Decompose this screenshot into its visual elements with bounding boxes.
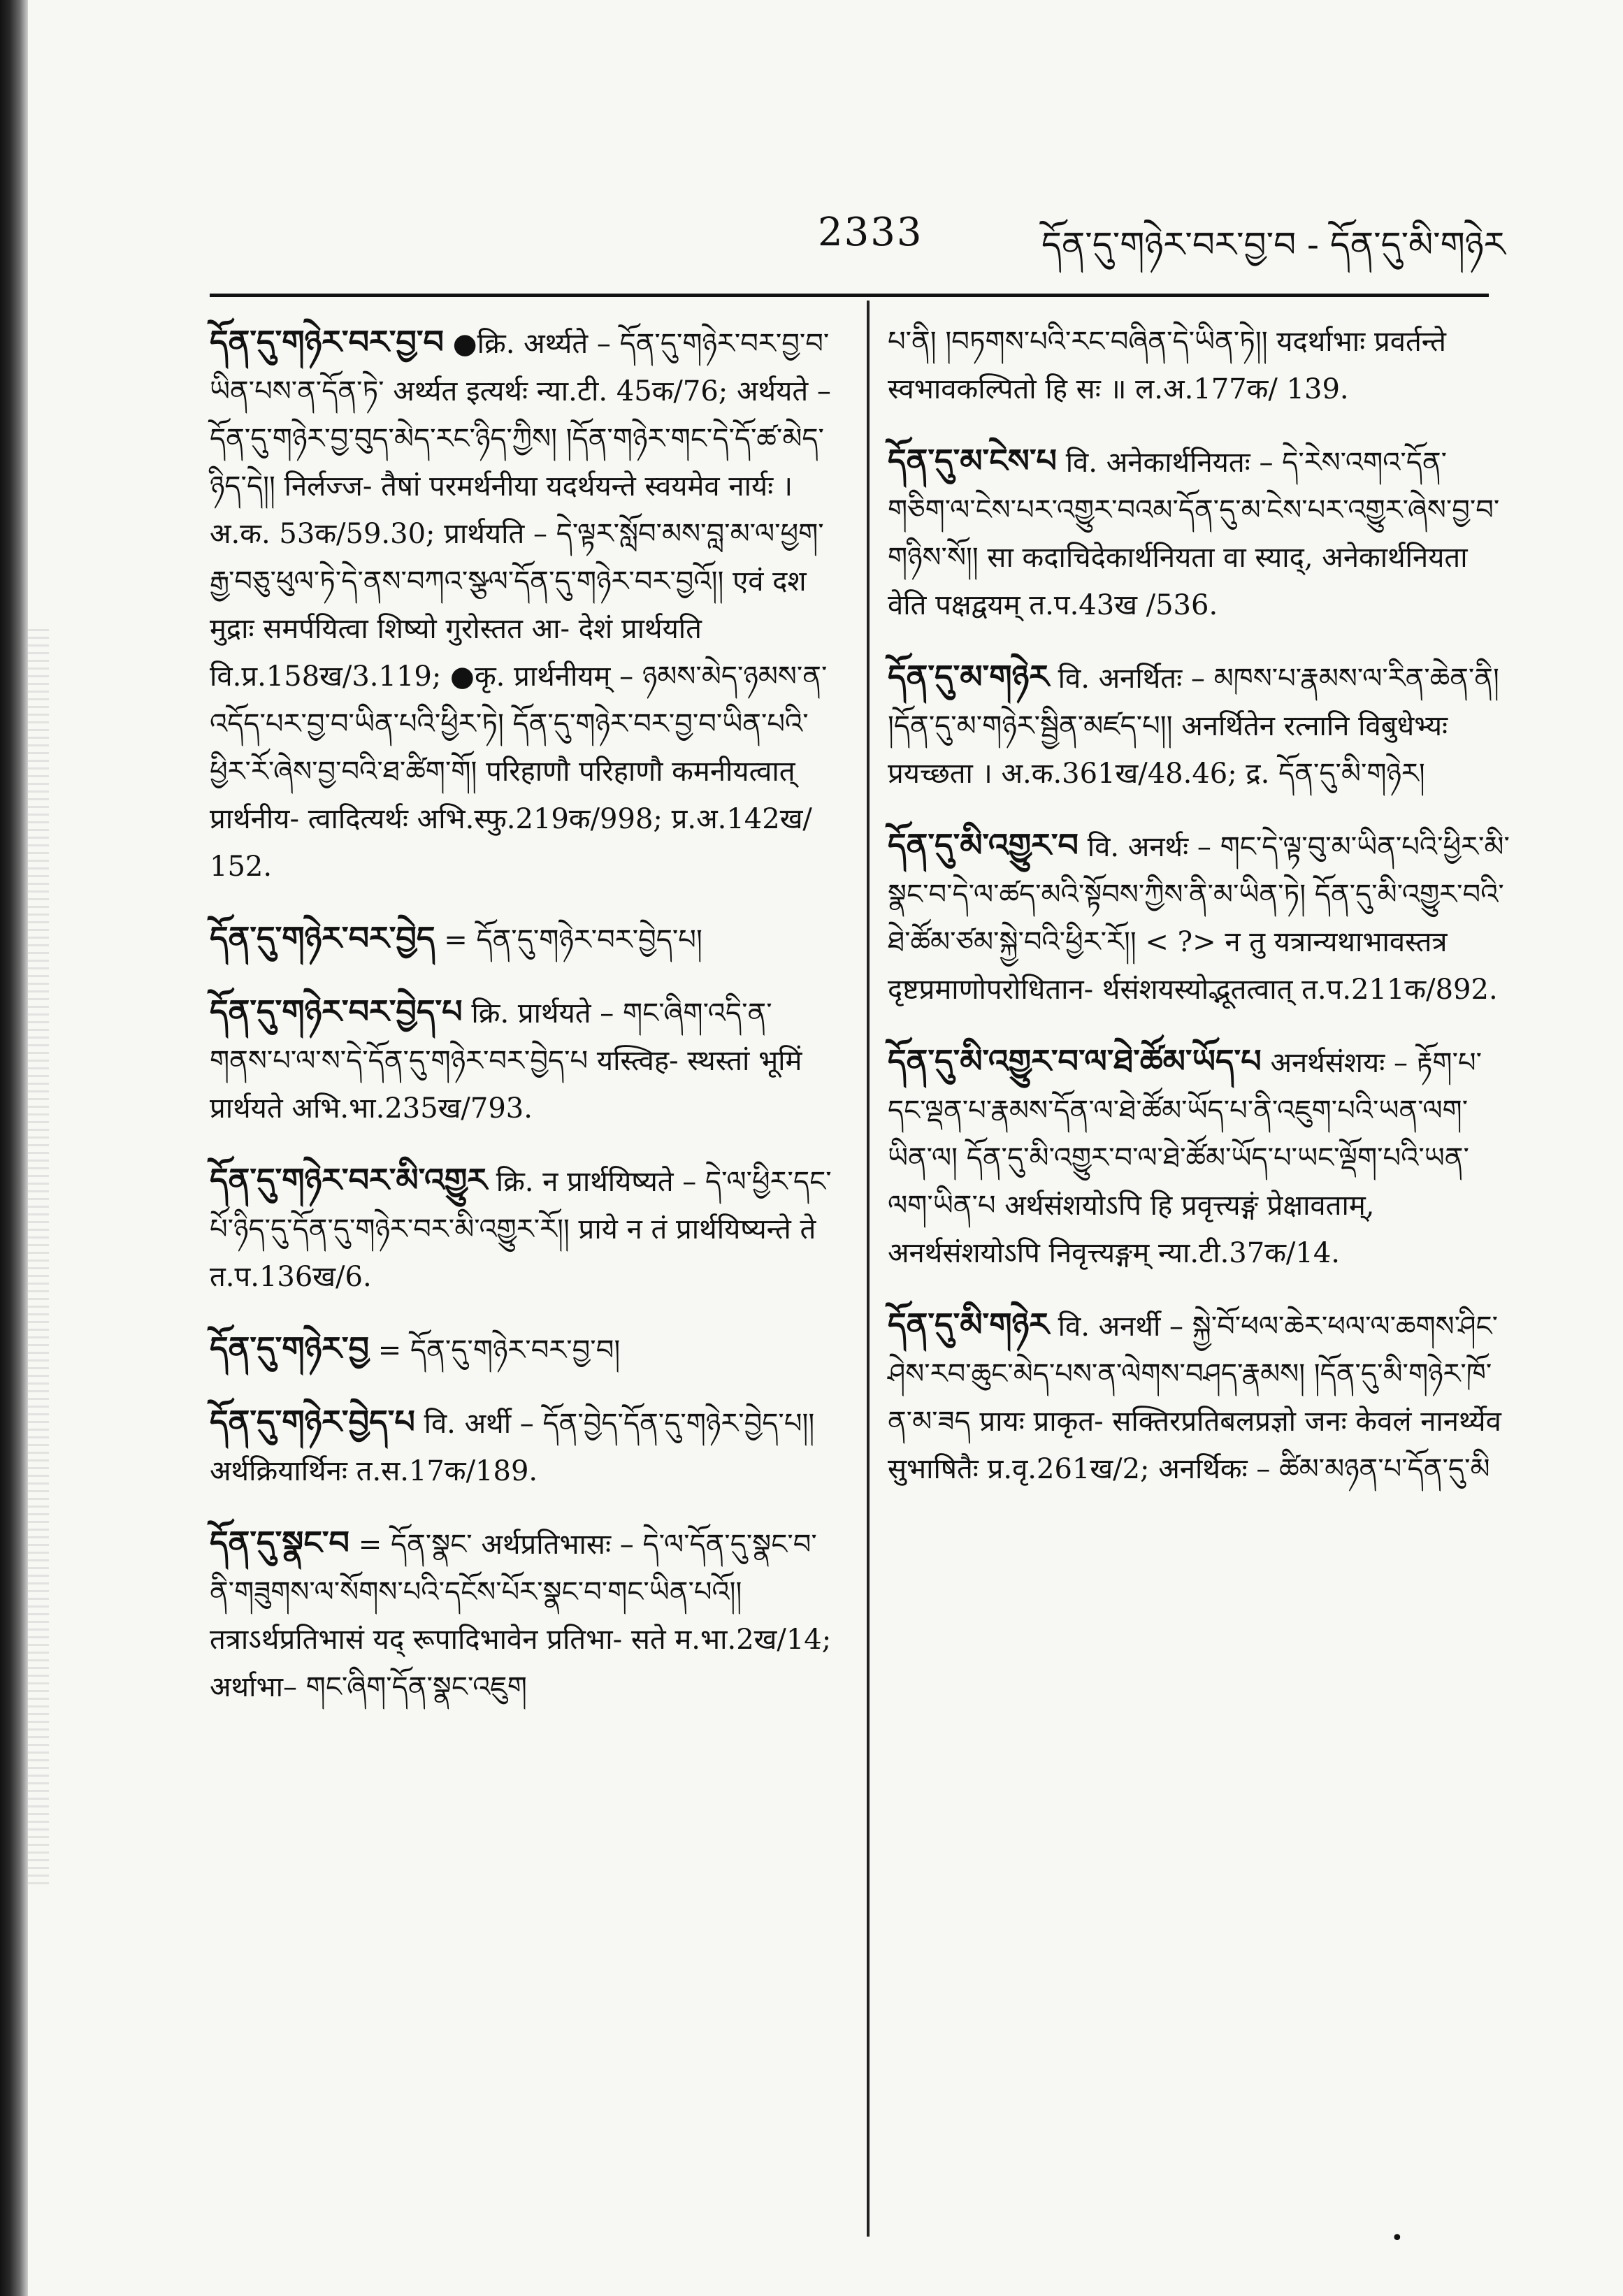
entry-headword: དོན་དུ་མི་གཉེར bbox=[888, 1306, 1049, 1343]
entry-text: क्रि. प्रार्थयते – གང་ཞིག་འདི་ན་གནས་པ་ལ་ས་དེ་དོན་དུ་གཉེར་བར་བྱེད་པ यस्त्विह- bbox=[210, 997, 772, 1077]
entry-text: रत्नानि विबुधेभ्यः प्रयच्छता । अ.क.361ख/48.46; द्र. དོན་དུ་མི་གཉེར། bbox=[888, 710, 1448, 790]
entry-text: सक्तिरप्रतिबलप्रज्ञो जनः केवलं नानर्थ्येव सुभाषितैः प्र.वृ.261ख/2; अनर्थिकः – ཚིམ་མཉན་པ་དོན་དུ་མི bbox=[888, 1406, 1501, 1485]
entry-text: अनर्थसंशयः – རྟོག་པ་དང་ལྡན་པ་རྣམས་དོན་ལ་ཐེ་ཚོམ་ཡོད་པ་ནི་འཇུག་པའི་ཡན་ལག་ཡིན་ལ། དོན་དུ་མི་འགྱུར་བ་ལ་ཐེ་ཚོམ་ཡོད་པ་ཡང་ལྡོག་པའི་ཡན་ལག་ཡིན་པ अर्थसंशयोऽपि हि bbox=[888, 1047, 1483, 1222]
entry-headword: དོན་དུ་མི་འགྱུར་བ་ལ་ཐེ་ཚོམ་ཡོད་པ bbox=[888, 1042, 1262, 1080]
dictionary-entry bbox=[210, 1519, 832, 1711]
entry-text: देशं प्रार्थयति वि.प्र.158ख/3.119; ●कृ. प्रार्थनीयम् – ཉམས་མེད་ཉམས་ན་འདོད་པར་བྱ་བ་ཡིན་པའི་ཕྱིར་ཏེ། དོན་དུ་གཉེར་བར་བྱ་བ་ཡིན་པའི་ཕྱིར་རོ་ཞེས་བྱ་བའི་ཐ་ཚིག་གོ། परिहाणौ परिहाणौ कमनीयत्वात् प्रार्थनीय- bbox=[210, 613, 828, 835]
right-column bbox=[888, 318, 1510, 1517]
entry-headword: དོན་དུ་གཉེར་བར་བྱ་བ bbox=[210, 323, 445, 361]
entry-headword: དོན་དུ་སྣང་བ bbox=[210, 1524, 350, 1561]
entry-headword: དོན་དུ་མི་འགྱུར་བ bbox=[888, 826, 1079, 864]
dictionary-entry bbox=[210, 988, 832, 1132]
entry-text: ●क्रि. अर्थ्यते – དོན་དུ་གཉེར་བར་བྱ་བ་ཡིན་པས་ན་དོན་ཏེ་ अर्थ्यत इत्यर्थः न्या.टी. bbox=[210, 328, 830, 407]
entry-headword: དོན་དུ་གཉེར་བར་བྱེད་པ bbox=[210, 992, 463, 1030]
dictionary-entry bbox=[210, 1156, 832, 1301]
entry-text: = དོན་དུ་གཉེར་བར་བྱེད་པ། bbox=[444, 924, 702, 956]
dictionary-entry bbox=[888, 437, 1510, 629]
left-column bbox=[210, 318, 832, 1735]
entry-text: त्वादित्यर्थः अभि.स्फु.219क/998; प्र.अ.142ख/ 152. bbox=[210, 803, 812, 883]
entry-headword: དོན་དུ་མ་གཉེར bbox=[888, 658, 1049, 695]
page-edge-texture bbox=[28, 629, 49, 1887]
entry-text: प्रवर्तन्ते स्वभावकल्पितो हि सः ॥ ल.अ.177क/ 139. bbox=[888, 326, 1446, 405]
entry-text: ?> न तु यत्रान्यथाभावस्तत्र दृष्टप्रमाणोपरोधितान- र्थसंशयस्योद्भूतत्वात् त.प.211क/892. bbox=[888, 926, 1498, 1006]
dictionary-entry bbox=[888, 1037, 1510, 1277]
entry-text: न तं प्रार्थयिष्यन्ते ते त.प.136ख/6. bbox=[210, 1213, 816, 1293]
entry-text: वि. अनर्थः – གང་དེ་ལྟ་བུ་མ་ཡིན་པའི་ཕྱིར་མི་སྣང་བ་དེ་ལ་ཚད་མའི་སྟོབས་ཀྱིས་ནི་མ་ཡིན་ཏེ། དོན་དུ་མི་འགྱུར་བའི་ཐེ་ཚོམ་ཙམ་སྐྱེ་བའི་ཕྱིར་རོ།། < bbox=[888, 831, 1510, 958]
entry-text: सते म.भा.2ख/14; अर्थाभा– གང་ཞིག་དོན་སྣང་འཇུག bbox=[210, 1624, 832, 1703]
book-spine-shadow bbox=[0, 0, 28, 2296]
dictionary-entry bbox=[210, 318, 832, 890]
entry-text: वा स्याद्, अनेकार्थनियता वेति पक्षद्वयम् त.प.43ख /536. bbox=[888, 542, 1468, 621]
entry-text: वि. अनर्थितः – མཁས་པ་རྣམས་ལ་རིན་ཆེན་ནི། །དོན་དུ་མ་གཉེར་སྦྱིན་མཛད་པ།། अनर्थितेन bbox=[888, 663, 1499, 742]
dictionary-entry bbox=[210, 1398, 832, 1495]
entry-text: वि. अनेकार्थनियतः – དེ་རེས་འགའ་དོན་གཅིག་ལ་ངེས་པར་འགྱུར་བའམ་དོན་དུ་མ་ངེས་པར་འགྱུར་ཞེས་བྱ་བ་གཉིས་སོ།། सा कदाचिदेकार्थनियता bbox=[888, 447, 1500, 574]
running-header: དོན་དུ་གཉེར་བར་བྱ་བ - དོན་དུ་མི་གཉེར bbox=[1041, 224, 1506, 265]
entry-text: = དོན་དུ་གཉེར་བར་བྱ་བ། bbox=[377, 1334, 621, 1366]
entry-text: स्थस्तां भूमिं प्रार्थयते अभि.भा.235ख/793. bbox=[210, 1045, 802, 1125]
entry-headword: དོན་དུ་མ་ངེས་པ bbox=[888, 442, 1057, 479]
entry-text: 45क/76; अर्थयते – དོན་དུ་གཉེར་བྱ་བུད་མེད་རང་ཉིད་ཀྱིས། །དོན་གཉེར་གང་དེ་དོ་ཚ་མེད་ཉིད་དེ།། निर्लज्ज- bbox=[210, 375, 831, 503]
dictionary-entry bbox=[888, 821, 1510, 1013]
dictionary-entry bbox=[888, 1301, 1510, 1493]
entry-text: वि. अर्थी – དོན་བྱེད་དོན་དུ་གཉེར་བྱེད་པ།། अर्थक्रियार्थिनः त.स.17क/189. bbox=[210, 1408, 815, 1487]
entry-headword: དོན་དུ་གཉེར་བྱེད་པ bbox=[210, 1403, 415, 1441]
column-divider bbox=[867, 301, 870, 2237]
entry-headword: དོན་དུ་གཉེར་བར་མི་འགྱུར bbox=[210, 1161, 487, 1199]
entry-text: प्रवृत्त्यङ्गं प्रेक्षावताम्, अनर्थसंशयोऽपि निवृत्त्यङ्गम् न्या.टी.37क/14. bbox=[888, 1190, 1375, 1269]
entry-headword: དོན་དུ་གཉེར་བར་བྱེད bbox=[210, 919, 435, 957]
dictionary-entry bbox=[210, 914, 832, 964]
entry-text: = དོན་སྣང་ अर्थप्रतिभासः – དེ་ལ་དོན་དུ་སྣང་བ་ནི་གཟུགས་ལ་སོགས་པའི་དངོས་པོར་སྣང་བ་གང་ཡིན་པའོ།། तत्राऽर्थप्रतिभासं यद् रूपादिभावेन प्रतिभा- bbox=[210, 1529, 817, 1656]
entry-text: वि. अनर्थी – སྐྱེ་བོ་ཕལ་ཆེར་ཕལ་ལ་ཆགས་ཤིང་ཤེས་རབ་ཆུང་མེད་པས་ན་ལེགས་བཤད་རྣམས། །དོན་དུ་མི་གཉེར་ཁོ་ན་མ་ཟད प्रायः प्राकृत- bbox=[888, 1311, 1498, 1438]
entry-text: क्रि. न प्रार्थयिष्यते – དེ་ལ་ཕྱིར་དང་པོ་ཉིད་དུ་དོན་དུ་གཉེར་བར་མི་འགྱུར་རོ།། प्राये bbox=[210, 1166, 832, 1246]
header-rule bbox=[210, 294, 1489, 297]
entry-text: तैषां परमर्थनीया यदर्थयन्ते स्वयमेव नार्यः । अ.क. 53क/59.30; प्रार्थयति – དེ་ལྟར་སློབ་མས་བླ་མ་ལ་ཕྱག་རྒྱ་བཅུ་ཕུལ་ཏེ་དེ་ནས་བཀའ་སྩལ་དོན་དུ་གཉེར་བར་བྱའོ།། एवं दश मुद्राः समर्पयित्वा शिष्यो गुरोस्तत आ- bbox=[210, 470, 824, 645]
page-number: 2333 bbox=[818, 210, 923, 255]
entry-text: པ་ནི། །བཏགས་པའི་རང་བཞིན་དེ་ཡིན་ཏེ།། यदर्थाभाः bbox=[888, 326, 1366, 358]
entry-headword: དོན་དུ་གཉེར་བྱ bbox=[210, 1329, 370, 1367]
dictionary-entry bbox=[888, 318, 1510, 413]
dictionary-entry bbox=[210, 1324, 832, 1374]
dictionary-entry bbox=[888, 653, 1510, 797]
page-mark: • bbox=[1391, 2226, 1404, 2251]
